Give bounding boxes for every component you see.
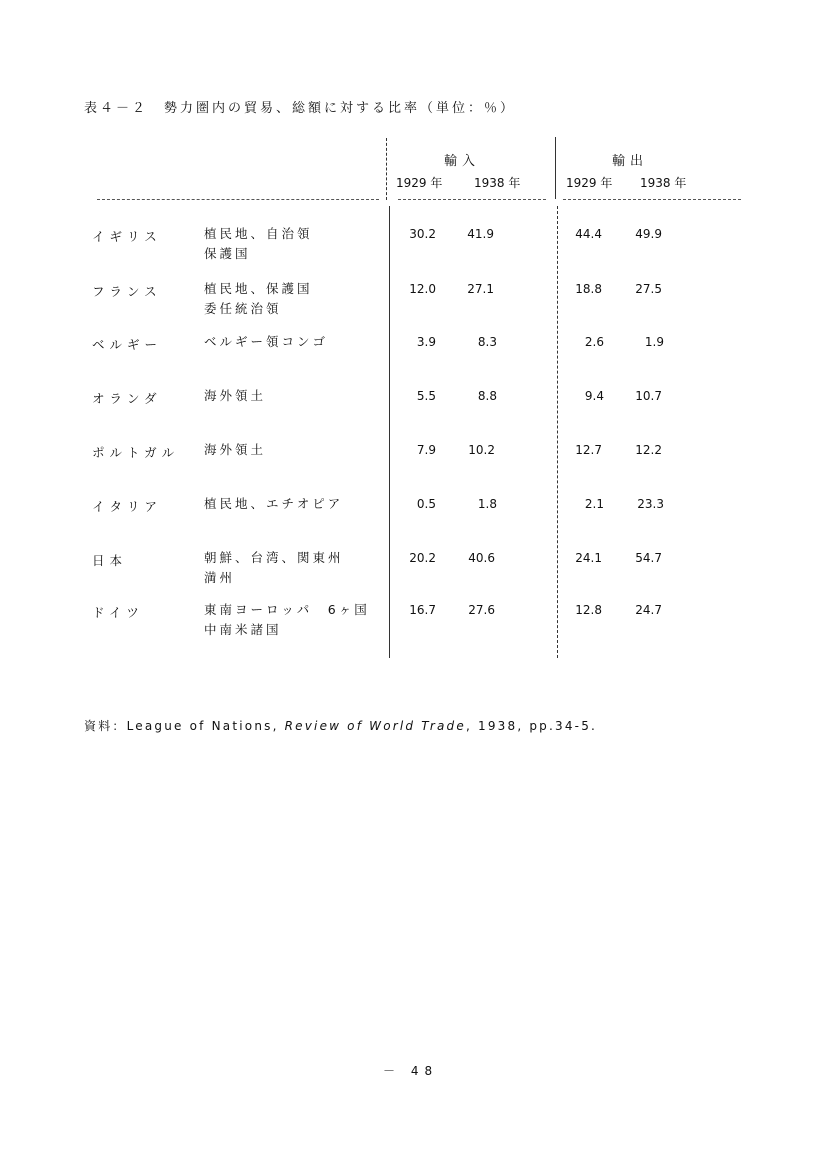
imports-year-1929: 1929 年: [396, 176, 443, 190]
header-rule-exports: [563, 199, 741, 200]
territory-cell-line2: 委任統治領: [204, 301, 282, 316]
import-1929-cell: 5.5: [416, 389, 436, 403]
import-1938-cell: 1.8: [477, 497, 497, 511]
import-1929-cell: 0.5: [416, 497, 436, 511]
exports-year-1929: 1929 年: [566, 176, 613, 190]
export-1929-cell: 44.4: [575, 227, 602, 241]
divider-body-right: [557, 206, 558, 658]
divider-body-left: [389, 206, 390, 658]
export-1929-cell: 18.8: [575, 282, 602, 296]
export-1929-cell: 2.6: [584, 335, 604, 349]
export-1929-cell: 9.4: [584, 389, 604, 403]
import-1938-cell: 10.2: [468, 443, 495, 457]
territory-cell-line1: 東南ヨーロッパ 6ヶ国: [204, 602, 370, 617]
export-1938-cell: 49.9: [635, 227, 662, 241]
import-1938-cell: 8.3: [477, 335, 497, 349]
source-suffix: , 1938, pp.34-5.: [465, 719, 598, 733]
export-1938-cell: 12.2: [635, 443, 662, 457]
page-number: － 48: [383, 1064, 439, 1078]
country-cell: 日本: [92, 553, 128, 568]
import-1938-cell: 27.1: [467, 282, 494, 296]
country-cell: イギリス: [92, 229, 162, 244]
export-1938-cell: 1.9: [644, 335, 664, 349]
imports-header: 輸入: [444, 154, 481, 169]
import-1929-cell: 30.2: [409, 227, 436, 241]
import-1938-cell: 27.6: [468, 603, 495, 617]
source-prefix: 資料：League of Nations,: [84, 719, 285, 733]
import-1938-cell: 40.6: [468, 551, 495, 565]
divider-header-right: [555, 137, 556, 199]
source-note: [84, 717, 597, 734]
country-cell: フランス: [92, 284, 162, 299]
export-1929-cell: 12.7: [575, 443, 602, 457]
import-1929-cell: 3.9: [416, 335, 436, 349]
export-1938-cell: 24.7: [635, 603, 662, 617]
export-1938-cell: 27.5: [635, 282, 662, 296]
exports-year-1938: 1938 年: [640, 176, 687, 190]
import-1938-cell: 41.9: [467, 227, 494, 241]
territory-cell-line1: 海外領土: [204, 442, 267, 457]
import-1929-cell: 12.0: [409, 282, 436, 296]
divider-header-left: [386, 138, 387, 200]
import-1929-cell: 16.7: [409, 603, 436, 617]
territory-cell-line2: 中南米諸国: [204, 622, 282, 637]
territory-cell-line2: 満州: [204, 570, 236, 585]
header-rule-left: [97, 199, 379, 200]
exports-header: 輸出: [612, 154, 649, 169]
export-1938-cell: 10.7: [635, 389, 662, 403]
country-cell: イタリア: [92, 499, 163, 514]
import-1929-cell: 20.2: [409, 551, 436, 565]
territory-cell-line1: 海外領土: [204, 388, 267, 403]
territory-cell-line1: 植民地、エチオピア: [204, 496, 344, 511]
country-cell: ドイツ: [92, 605, 144, 620]
country-cell: オランダ: [92, 391, 162, 406]
export-1929-cell: 12.8: [575, 603, 602, 617]
import-1938-cell: 8.8: [477, 389, 497, 403]
territory-cell-line1: 朝鮮、台湾、関東州: [204, 550, 344, 565]
imports-year-1938: 1938 年: [474, 176, 521, 190]
territory-cell-line1: 植民地、自治領: [204, 226, 313, 241]
export-1938-cell: 23.3: [637, 497, 664, 511]
country-cell: ポルトガル: [92, 445, 180, 460]
territory-cell-line1: 植民地、保護国: [204, 281, 313, 296]
export-1929-cell: 24.1: [575, 551, 602, 565]
table-title: 表４－２ 勢力圏内の貿易、総額に対する比率（単位：％）: [84, 101, 517, 116]
export-1938-cell: 54.7: [635, 551, 662, 565]
territory-cell-line2: 保護国: [204, 246, 251, 261]
source-publication: Review of World Trade: [284, 719, 466, 733]
country-cell: ベルギー: [92, 337, 163, 352]
header-rule-imports: [398, 199, 546, 200]
export-1929-cell: 2.1: [584, 497, 604, 511]
import-1929-cell: 7.9: [416, 443, 436, 457]
territory-cell-line1: ベルギー領コンゴ: [204, 334, 329, 349]
